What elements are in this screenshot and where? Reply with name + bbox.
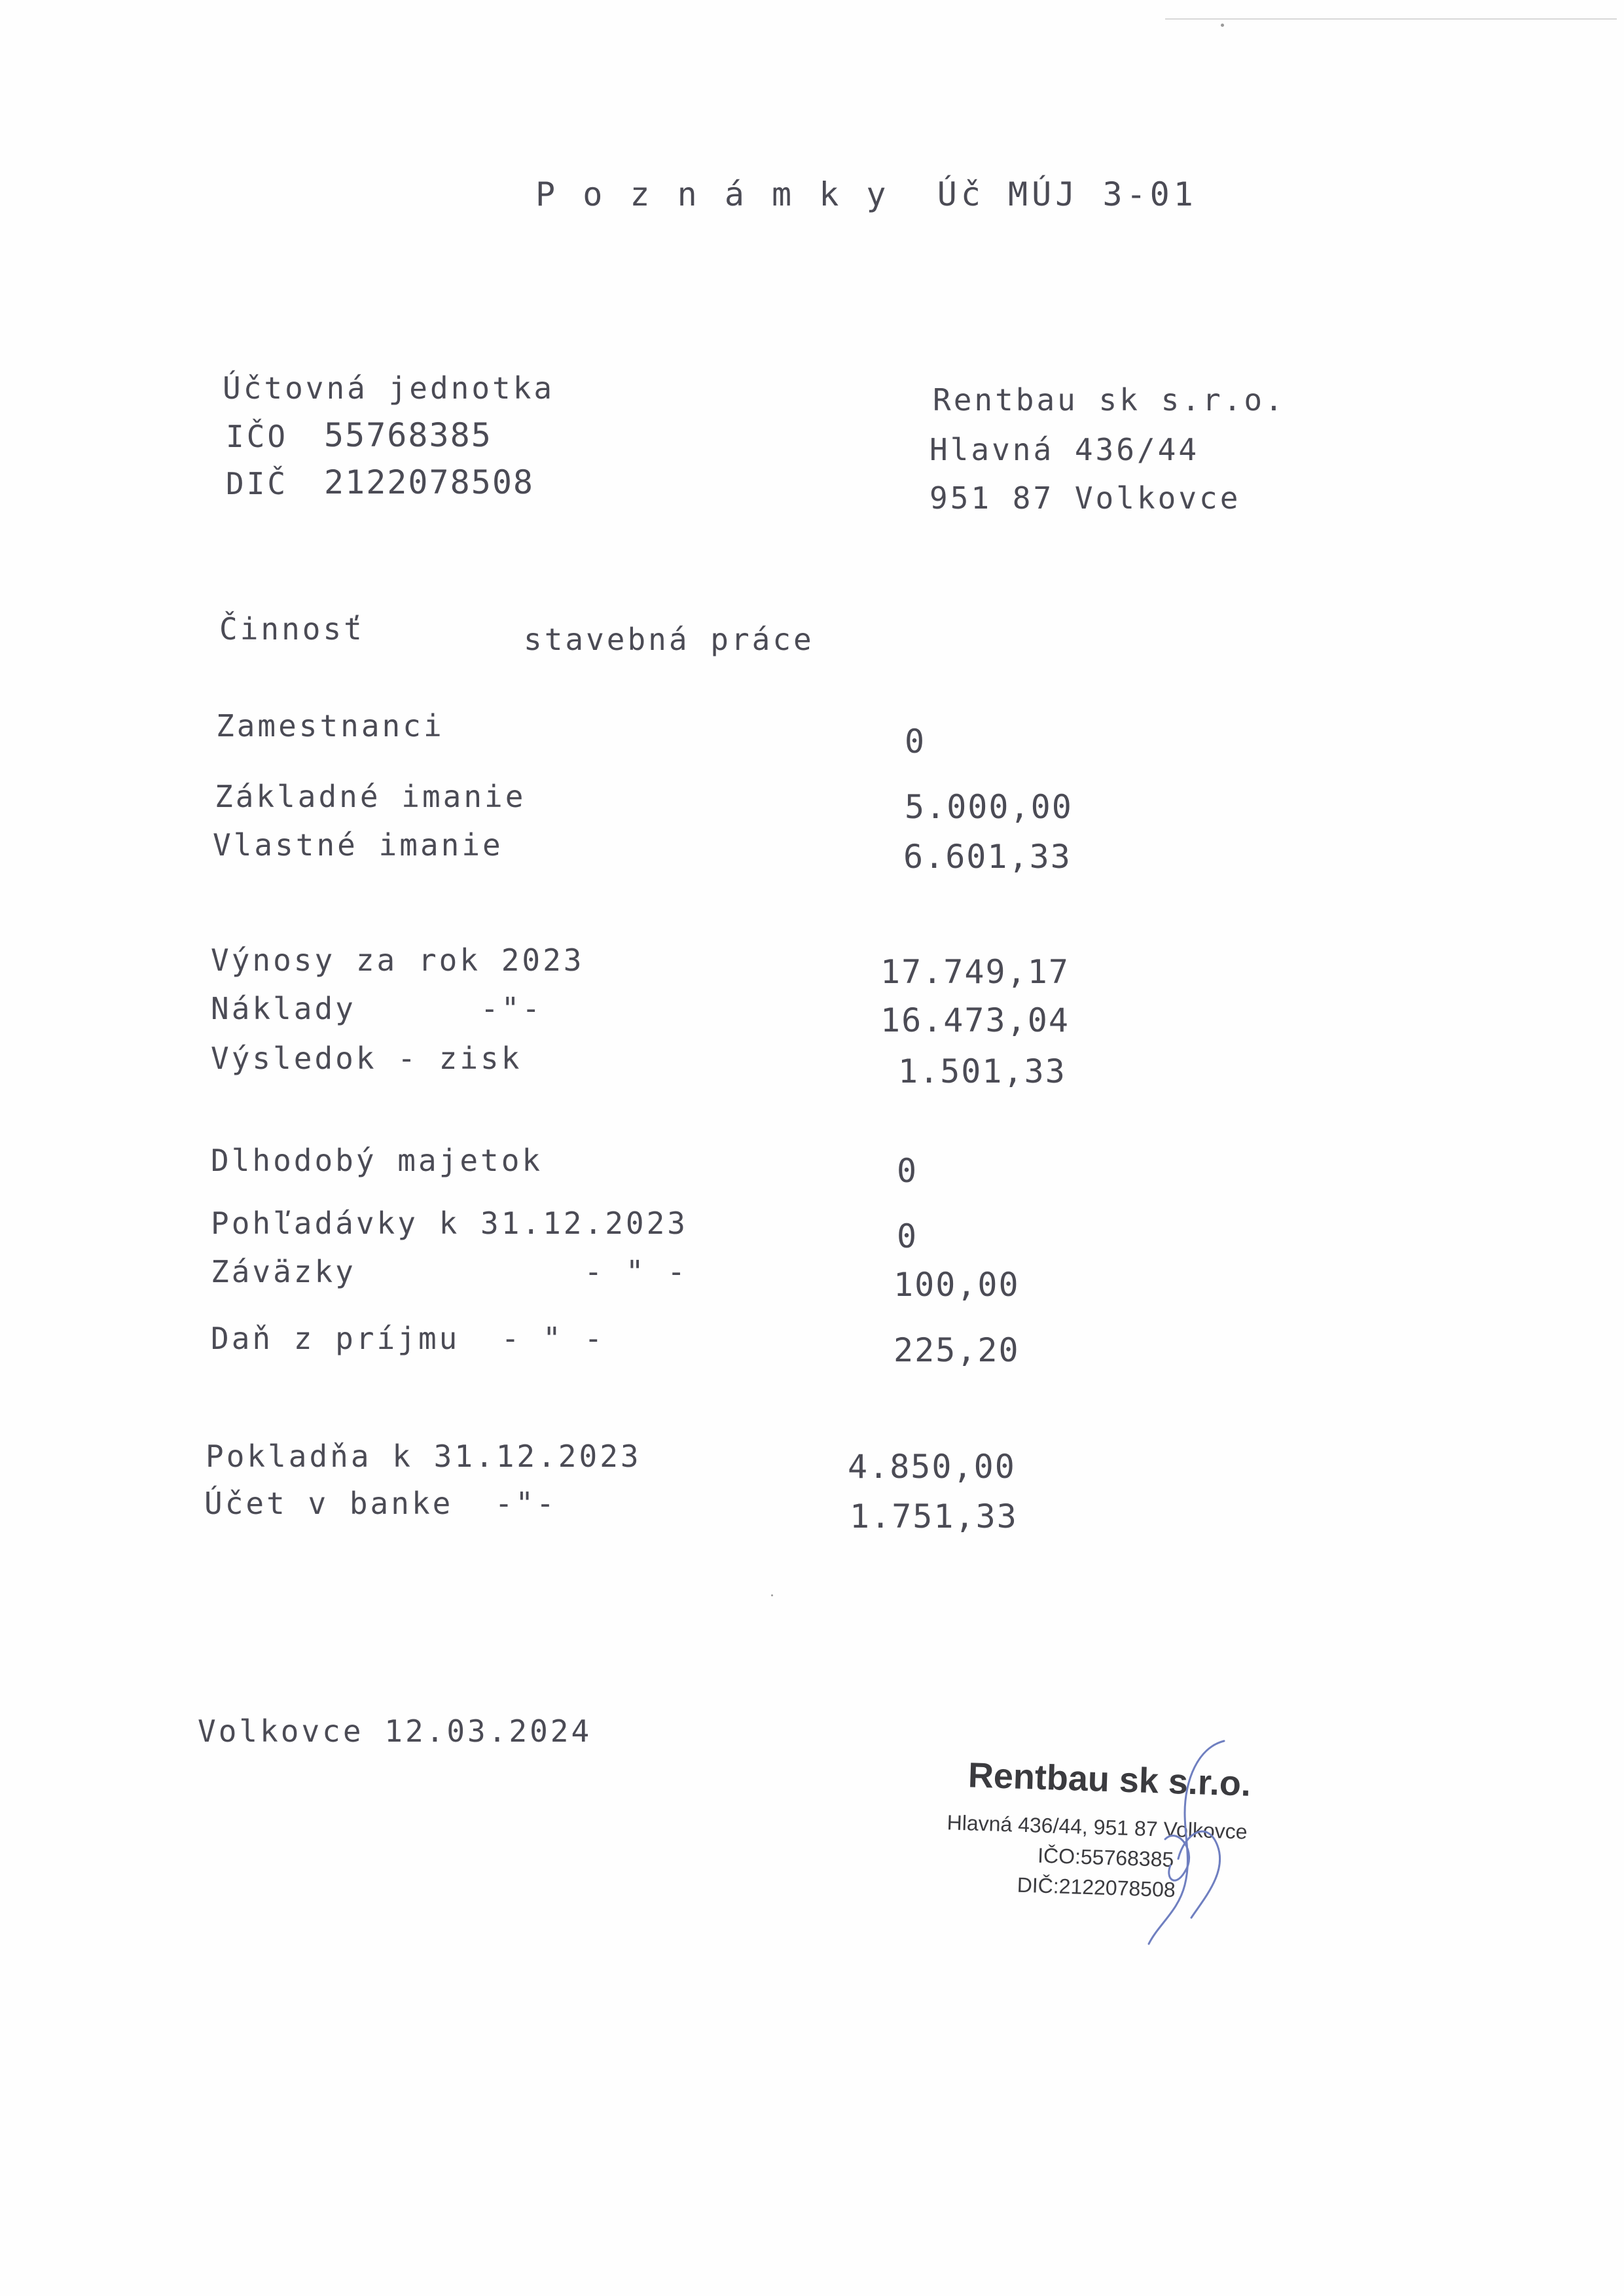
item-value-receivables: 0 [897, 1217, 918, 1255]
item-value-liabilities: 100,00 [893, 1266, 1020, 1304]
item-label-registered-capital: Základné imanie [215, 779, 526, 814]
item-label-result: Výsledok - zisk [211, 1041, 522, 1076]
item-label-bank: Účet v banke -"- [204, 1486, 557, 1521]
stamp-dic: DIČ:2122078508 [1017, 1873, 1176, 1902]
scan-artifact-line [1165, 18, 1617, 20]
item-label-liabilities: Záväzky - " - [211, 1254, 688, 1289]
item-value-result: 1.501,33 [898, 1052, 1066, 1090]
item-value-income-tax: 225,20 [893, 1331, 1020, 1369]
item-label-revenues: Výnosy za rok 2023 [211, 942, 585, 978]
item-value-revenues: 17.749,17 [880, 953, 1070, 991]
item-label-income-tax: Daň z príjmu - " - [211, 1321, 605, 1356]
item-label-equity: Vlastné imanie [213, 827, 503, 863]
ico-label: IČO [226, 419, 289, 454]
item-label-employees: Zamestnanci [216, 708, 444, 744]
item-value-long-term-assets: 0 [897, 1152, 918, 1190]
company-name: Rentbau sk s.r.o. [933, 382, 1286, 418]
entity-label: Účtovná jednotka [223, 370, 555, 406]
stamp-company-name: Rentbau sk s.r.o. [967, 1755, 1252, 1804]
item-label-receivables: Pohľadávky k 31.12.2023 [211, 1206, 688, 1241]
ico-value: 55768385 [324, 416, 492, 454]
stamp-ico: IČO:55768385 [1037, 1843, 1174, 1872]
item-label-cash: Pokladňa k 31.12.2023 [206, 1439, 641, 1474]
scan-speck [771, 1594, 773, 1596]
item-value-employees: 0 [905, 723, 926, 761]
item-value-equity: 6.601,33 [903, 838, 1072, 876]
item-value-cash: 4.850,00 [848, 1448, 1016, 1486]
item-value-registered-capital: 5.000,00 [905, 788, 1073, 826]
item-value-bank: 1.751,33 [850, 1498, 1018, 1535]
activity-value: stavebná práce [524, 622, 814, 657]
document-title: P o z n á m k y Úč MÚJ 3-01 [535, 175, 1197, 213]
item-label-long-term-assets: Dlhodobý majetok [211, 1143, 543, 1178]
company-street: Hlavná 436/44 [929, 432, 1200, 467]
item-label-costs: Náklady -"- [211, 991, 543, 1026]
item-value-costs: 16.473,04 [880, 1001, 1070, 1039]
dic-value: 2122078508 [324, 463, 535, 501]
activity-label: Činnosť [219, 611, 365, 647]
place-and-date: Volkovce 12.03.2024 [198, 1713, 592, 1749]
handwritten-signature [1087, 1728, 1257, 1950]
scan-speck [1221, 24, 1224, 27]
stamp-address: Hlavná 436/44, 951 87 Volkovce [947, 1810, 1248, 1844]
company-city: 951 87 Volkovce [929, 480, 1241, 516]
dic-label: DIČ [226, 466, 289, 501]
